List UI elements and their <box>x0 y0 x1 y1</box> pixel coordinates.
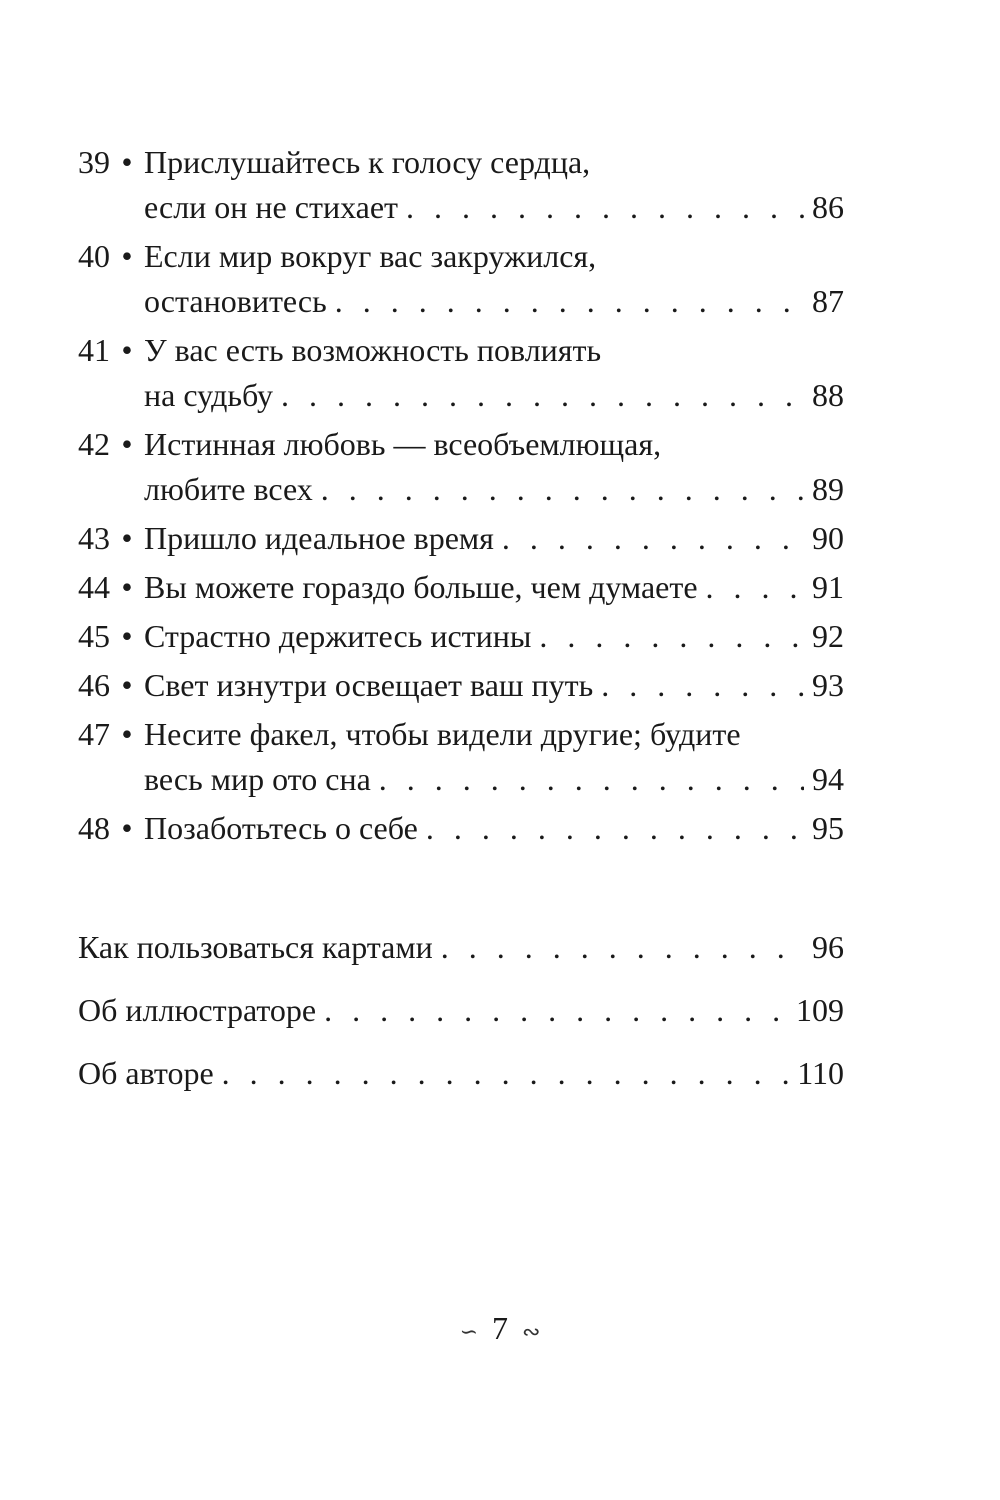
toc-entry-line <box>78 467 844 512</box>
dot-leader <box>379 757 804 802</box>
section-title: Об авторе <box>78 1055 214 1091</box>
chapter-number: 42 <box>78 426 110 462</box>
dot-leader <box>321 467 804 512</box>
toc-entry-line <box>78 185 844 230</box>
toc-entry-line <box>78 140 844 185</box>
ornament-right-icon: ∾ <box>522 1318 541 1344</box>
chapter-number: 48 <box>78 810 110 846</box>
dot-leader <box>502 516 804 561</box>
toc-entry <box>78 712 844 802</box>
dot-leader <box>426 806 804 851</box>
dot-leader <box>281 373 804 418</box>
page-reference: 94 <box>812 761 844 797</box>
chapter-title: Пришло идеальное время <box>144 520 494 556</box>
toc-entry <box>78 806 844 851</box>
bullet-icon: • <box>121 716 133 752</box>
toc-entry-line <box>78 234 844 279</box>
bullet-icon: • <box>121 569 133 605</box>
page-reference: 96 <box>812 929 844 965</box>
section-title: Как пользоваться картами <box>78 929 433 965</box>
page-reference: 91 <box>812 569 844 605</box>
page-reference: 109 <box>796 992 844 1028</box>
toc-entry <box>78 663 844 708</box>
page-reference: 89 <box>812 471 844 507</box>
dot-leader <box>706 565 804 610</box>
bullet-icon: • <box>121 810 133 846</box>
bullet-icon: • <box>121 426 133 462</box>
toc-entry <box>78 328 844 418</box>
chapter-number: 45 <box>78 618 110 654</box>
toc-entry-line <box>78 516 844 561</box>
toc-entry <box>78 925 844 970</box>
chapter-number: 47 <box>78 716 110 752</box>
chapter-title: Свет изнутри освещает ваш путь <box>144 667 594 703</box>
dot-leader <box>539 614 804 659</box>
bullet-icon: • <box>121 332 133 368</box>
page-number: 7 <box>492 1310 508 1346</box>
toc-entry <box>78 988 844 1033</box>
chapter-number: 39 <box>78 144 110 180</box>
toc-entry-line <box>78 614 844 659</box>
toc-entry-line <box>78 988 844 1033</box>
bullet-icon: • <box>121 144 133 180</box>
page-reference: 87 <box>812 283 844 319</box>
chapter-number: 43 <box>78 520 110 556</box>
chapter-title: Несите факел, чтобы видели другие; будите <box>144 716 741 752</box>
toc-entry-line <box>78 663 844 708</box>
chapter-number: 41 <box>78 332 110 368</box>
toc-entry-line <box>78 373 844 418</box>
toc-entry-line <box>78 422 844 467</box>
chapter-title: остановитесь <box>144 283 327 319</box>
chapter-title: Если мир вокруг вас закружился, <box>144 238 597 274</box>
dot-leader <box>406 185 804 230</box>
section-title: Об иллюстраторе <box>78 992 317 1028</box>
dot-leader <box>601 663 804 708</box>
page-reference: 110 <box>797 1055 844 1091</box>
dot-leader <box>222 1051 790 1096</box>
chapter-title: Вы можете гораздо больше, чем думаете <box>144 569 698 605</box>
toc-entry-line <box>78 925 844 970</box>
toc-entry <box>78 516 844 561</box>
chapter-title: Прислушайтесь к голосу сердца, <box>144 144 591 180</box>
page-reference: 93 <box>812 667 844 703</box>
chapter-title: Позаботьтесь о себе <box>144 810 418 846</box>
ornament-left-icon: ∽ <box>459 1318 478 1344</box>
toc-entry-line <box>78 1051 844 1096</box>
page-footer <box>0 1308 1000 1352</box>
page-reference: 95 <box>812 810 844 846</box>
dot-leader <box>441 925 804 970</box>
chapter-number: 40 <box>78 238 110 274</box>
page-reference: 90 <box>812 520 844 556</box>
page-reference: 92 <box>812 618 844 654</box>
toc-entry-line <box>78 565 844 610</box>
chapter-title: У вас есть возможность повлиять <box>144 332 602 368</box>
toc-entry-line <box>78 328 844 373</box>
chapter-title: Истинная любовь — всеобъемлющая, <box>144 426 662 462</box>
dot-leader <box>335 279 804 324</box>
chapter-title: любите всех <box>144 471 313 507</box>
chapter-number: 46 <box>78 667 110 703</box>
page-reference: 88 <box>812 377 844 413</box>
chapter-title: на судьбу <box>144 377 274 413</box>
bullet-icon: • <box>121 667 133 703</box>
toc-entry-line <box>78 806 844 851</box>
dot-leader <box>324 988 788 1033</box>
page-reference: 86 <box>812 189 844 225</box>
toc-entry <box>78 422 844 512</box>
toc-entry <box>78 1051 844 1096</box>
bullet-icon: • <box>121 520 133 556</box>
chapter-title: весь мир ото сна <box>144 761 371 797</box>
toc-entry <box>78 614 844 659</box>
toc-entry <box>78 140 844 230</box>
bullet-icon: • <box>121 238 133 274</box>
toc-entry-line <box>78 757 844 802</box>
table-of-contents-chapters <box>78 140 844 855</box>
chapter-title: если он не стихает <box>144 189 399 225</box>
chapter-number: 44 <box>78 569 110 605</box>
toc-entry-line <box>78 712 844 757</box>
toc-entry <box>78 565 844 610</box>
toc-entry-line <box>78 279 844 324</box>
table-of-contents-appendix <box>78 925 844 1114</box>
chapter-title: Страстно держитесь истины <box>144 618 532 654</box>
toc-entry <box>78 234 844 324</box>
bullet-icon: • <box>121 618 133 654</box>
